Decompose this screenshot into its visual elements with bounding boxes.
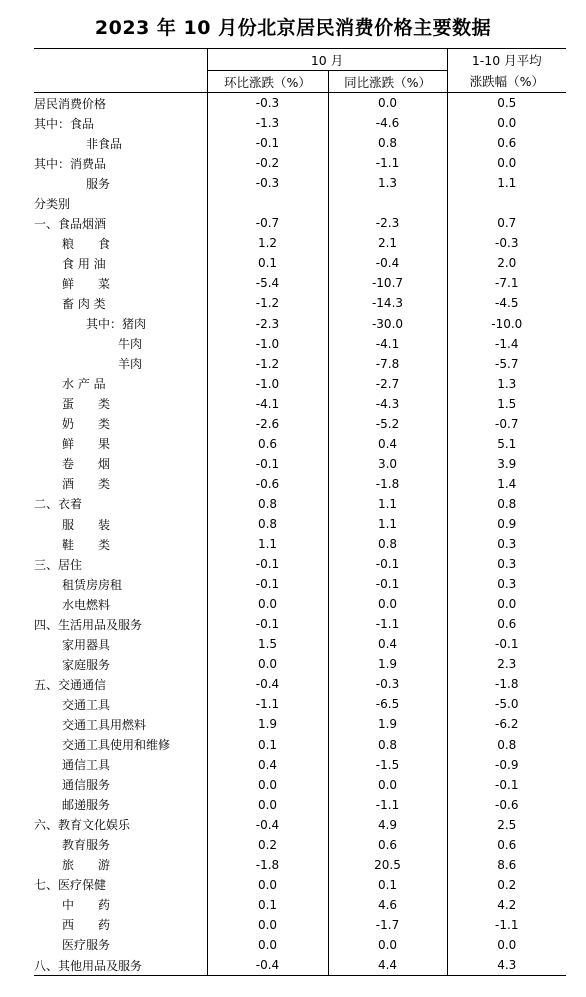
mom-value: 1.5: [207, 634, 328, 654]
table-row: [34, 334, 566, 354]
table-row: [34, 735, 566, 755]
table-row: [34, 173, 566, 193]
avg-value: 0.6: [447, 835, 566, 855]
yoy-value: 0.4: [328, 434, 447, 454]
table-row: [34, 253, 566, 273]
row-label: 鞋 类: [62, 537, 111, 552]
avg-value: 3.9: [447, 454, 566, 474]
table-row: [34, 133, 566, 153]
row-label: 卷 烟: [62, 457, 111, 472]
mom-value: -0.1: [207, 614, 328, 634]
avg-value: 0.0: [447, 935, 566, 955]
row-label: 六、教育文化娱乐: [34, 818, 131, 833]
mom-value: -1.0: [207, 334, 328, 354]
row-label: 交通工具: [62, 697, 111, 712]
table-row: [34, 374, 566, 394]
yoy-value: -1.1: [328, 153, 447, 173]
avg-value: 0.5: [447, 93, 566, 114]
header-mom: 环比涨跌（%）: [207, 71, 328, 93]
table-row: [34, 534, 566, 554]
mom-value: 0.0: [207, 795, 328, 815]
yoy-value: -0.1: [328, 554, 447, 574]
row-label: 鲜 菜: [62, 276, 111, 291]
row-label: 水 产 品: [62, 377, 106, 392]
table-row: [34, 273, 566, 293]
avg-value: 0.0: [447, 594, 566, 614]
row-label: 通信服务: [62, 778, 111, 793]
avg-value: 0.8: [447, 494, 566, 514]
row-label: 鲜 果: [62, 437, 111, 452]
mom-value: -1.2: [207, 293, 328, 313]
row-label: 西 药: [62, 918, 111, 933]
row-label: 其中：猪肉: [86, 317, 147, 332]
avg-value: 8.6: [447, 855, 566, 875]
row-label: 家庭服务: [62, 657, 111, 672]
table-row: [34, 93, 566, 114]
mom-value: -0.4: [207, 815, 328, 835]
yoy-value: 0.8: [328, 133, 447, 153]
mom-value: 0.0: [207, 915, 328, 935]
table-row: [34, 153, 566, 173]
avg-value: 4.3: [447, 955, 566, 976]
table-row: [34, 354, 566, 374]
yoy-value: -2.7: [328, 374, 447, 394]
avg-value: 2.0: [447, 253, 566, 273]
avg-value: 1.3: [447, 374, 566, 394]
yoy-value: [328, 193, 447, 213]
avg-value: -0.3: [447, 233, 566, 253]
row-label: 租赁房房租: [62, 577, 123, 592]
yoy-value: -2.3: [328, 213, 447, 233]
avg-value: -1.8: [447, 674, 566, 694]
yoy-value: 0.0: [328, 775, 447, 795]
table-row: [34, 594, 566, 614]
yoy-value: -0.1: [328, 574, 447, 594]
row-label: 四、生活用品及服务: [34, 617, 143, 632]
row-label: 八、其他用品及服务: [34, 955, 207, 976]
yoy-value: 4.9: [328, 815, 447, 835]
row-label: 邮递服务: [62, 798, 111, 813]
yoy-value: 1.9: [328, 654, 447, 674]
avg-value: -0.1: [447, 775, 566, 795]
avg-value: [447, 193, 566, 213]
yoy-value: 1.1: [328, 514, 447, 534]
avg-value: -4.5: [447, 293, 566, 313]
mom-value: -0.1: [207, 574, 328, 594]
yoy-value: 4.6: [328, 895, 447, 915]
row-label: 家用器具: [62, 637, 111, 652]
row-label: 服务: [86, 176, 111, 191]
table-row: [34, 775, 566, 795]
avg-value: -5.0: [447, 694, 566, 714]
mom-value: -0.1: [207, 554, 328, 574]
header-avg-group: 1-10 月平均: [447, 49, 566, 71]
table-row: [34, 394, 566, 414]
avg-value: 0.0: [447, 113, 566, 133]
yoy-value: -30.0: [328, 314, 447, 334]
yoy-value: -4.3: [328, 394, 447, 414]
table-row: [34, 694, 566, 714]
mom-value: 1.1: [207, 534, 328, 554]
row-label: 通信工具: [62, 758, 111, 773]
page-title: 2023 年 10 月份北京居民消费价格主要数据: [94, 17, 492, 39]
avg-value: 0.6: [447, 133, 566, 153]
row-label: 一、食品烟酒: [34, 216, 107, 231]
yoy-value: -0.3: [328, 674, 447, 694]
yoy-value: -1.1: [328, 614, 447, 634]
table-row: [34, 634, 566, 654]
mom-value: 0.4: [207, 755, 328, 775]
avg-value: -0.1: [447, 634, 566, 654]
table-row: [34, 474, 566, 494]
row-label: 食 用 油: [62, 256, 106, 271]
mom-value: 0.1: [207, 253, 328, 273]
yoy-value: -4.1: [328, 334, 447, 354]
mom-value: -5.4: [207, 273, 328, 293]
avg-value: 0.8: [447, 735, 566, 755]
table-row: [34, 815, 566, 835]
table-row: [34, 233, 566, 253]
yoy-value: -0.4: [328, 253, 447, 273]
yoy-value: 1.9: [328, 714, 447, 734]
avg-value: 1.5: [447, 394, 566, 414]
header-blank-2: [34, 71, 207, 93]
avg-value: 4.2: [447, 895, 566, 915]
header-month-group: 10 月: [207, 49, 447, 71]
table-row: [34, 895, 566, 915]
mom-value: -2.6: [207, 414, 328, 434]
table-row: [34, 314, 566, 334]
table-row: [34, 714, 566, 734]
row-label: 奶 类: [62, 417, 111, 432]
avg-value: -0.7: [447, 414, 566, 434]
yoy-value: 2.1: [328, 233, 447, 253]
mom-value: -0.4: [207, 674, 328, 694]
avg-value: 1.1: [447, 173, 566, 193]
yoy-value: -7.8: [328, 354, 447, 374]
avg-value: -10.0: [447, 314, 566, 334]
yoy-value: 0.0: [328, 935, 447, 955]
row-label: 交通工具使用和维修: [62, 738, 171, 753]
table-row: [34, 855, 566, 875]
row-label: 畜 肉 类: [62, 296, 106, 311]
mom-value: 0.6: [207, 434, 328, 454]
mom-value: 0.0: [207, 875, 328, 895]
table-row: [34, 875, 566, 895]
mom-value: 0.0: [207, 775, 328, 795]
avg-value: -0.6: [447, 795, 566, 815]
mom-value: -0.3: [207, 173, 328, 193]
mom-value: 1.2: [207, 233, 328, 253]
mom-value: -1.3: [207, 113, 328, 133]
table-row: [34, 494, 566, 514]
mom-value: -1.2: [207, 354, 328, 374]
avg-value: 1.4: [447, 474, 566, 494]
avg-value: 0.2: [447, 875, 566, 895]
avg-value: -1.1: [447, 915, 566, 935]
mom-value: 0.1: [207, 895, 328, 915]
row-label: 三、居住: [34, 557, 83, 572]
yoy-value: 0.8: [328, 735, 447, 755]
avg-value: -6.2: [447, 714, 566, 734]
row-label: 五、交通通信: [34, 677, 107, 692]
yoy-value: -1.7: [328, 915, 447, 935]
avg-value: 0.9: [447, 514, 566, 534]
yoy-value: 1.3: [328, 173, 447, 193]
table-row: [34, 835, 566, 855]
table-row: [34, 935, 566, 955]
yoy-value: 0.0: [328, 93, 447, 114]
row-label: 粮 食: [62, 236, 111, 251]
yoy-value: -1.5: [328, 755, 447, 775]
yoy-value: -10.7: [328, 273, 447, 293]
table-row: [34, 654, 566, 674]
table-row: [34, 454, 566, 474]
row-label: 其中：消费品: [34, 156, 107, 171]
row-label: 非食品: [86, 136, 123, 151]
table-row: [34, 915, 566, 935]
header-yoy: 同比涨跌（%）: [328, 71, 447, 93]
table-row: [34, 574, 566, 594]
yoy-value: 0.1: [328, 875, 447, 895]
yoy-value: 20.5: [328, 855, 447, 875]
mom-value: -1.8: [207, 855, 328, 875]
avg-value: 0.6: [447, 614, 566, 634]
row-label: 中 药: [62, 898, 111, 913]
table-row: [34, 514, 566, 534]
header-avg: 涨跌幅（%）: [447, 71, 566, 93]
mom-value: 0.8: [207, 514, 328, 534]
mom-value: -0.4: [207, 955, 328, 976]
row-label: 分类别: [34, 196, 71, 211]
row-label: 蛋 类: [62, 397, 111, 412]
avg-value: -0.9: [447, 755, 566, 775]
yoy-value: 4.4: [328, 955, 447, 976]
mom-value: -0.7: [207, 213, 328, 233]
row-label: 教育服务: [62, 838, 111, 853]
row-label: 七、医疗保健: [34, 878, 107, 893]
table-row: [34, 755, 566, 775]
avg-value: -7.1: [447, 273, 566, 293]
mom-value: 1.9: [207, 714, 328, 734]
header-blank: [34, 49, 207, 71]
row-label: 旅 游: [62, 858, 111, 873]
mom-value: 0.8: [207, 494, 328, 514]
avg-value: -5.7: [447, 354, 566, 374]
mom-value: 0.0: [207, 935, 328, 955]
row-label: 酒 类: [62, 477, 111, 492]
yoy-value: -14.3: [328, 293, 447, 313]
table-row: [34, 795, 566, 815]
yoy-value: 3.0: [328, 454, 447, 474]
avg-value: 5.1: [447, 434, 566, 454]
yoy-value: -4.6: [328, 113, 447, 133]
row-label: 二、衣着: [34, 497, 83, 512]
avg-value: 0.0: [447, 153, 566, 173]
row-label: 交通工具用燃料: [62, 717, 147, 732]
cpi-table: [34, 48, 566, 976]
table-row: [34, 614, 566, 634]
avg-value: 0.3: [447, 554, 566, 574]
row-label: 水电燃料: [62, 597, 111, 612]
mom-value: -0.2: [207, 153, 328, 173]
mom-value: 0.2: [207, 835, 328, 855]
yoy-value: 0.8: [328, 534, 447, 554]
table-row: [34, 434, 566, 454]
mom-value: 0.0: [207, 654, 328, 674]
table-row: [34, 955, 566, 976]
mom-value: 0.0: [207, 594, 328, 614]
row-label: 医疗服务: [62, 938, 111, 953]
yoy-value: 0.4: [328, 634, 447, 654]
avg-value: 2.5: [447, 815, 566, 835]
yoy-value: -1.1: [328, 795, 447, 815]
mom-value: 0.1: [207, 735, 328, 755]
table-row: [34, 554, 566, 574]
yoy-value: 0.0: [328, 594, 447, 614]
avg-value: 0.7: [447, 213, 566, 233]
yoy-value: 1.1: [328, 494, 447, 514]
table-row: [34, 293, 566, 313]
mom-value: -0.1: [207, 133, 328, 153]
mom-value: -0.1: [207, 454, 328, 474]
table-row: [34, 113, 566, 133]
mom-value: -1.1: [207, 694, 328, 714]
row-label: 居民消费价格: [34, 96, 107, 111]
mom-value: -0.3: [207, 93, 328, 114]
mom-value: -0.6: [207, 474, 328, 494]
mom-value: [207, 193, 328, 213]
table-row: [34, 674, 566, 694]
mom-value: -1.0: [207, 374, 328, 394]
table-row: [34, 414, 566, 434]
avg-value: 0.3: [447, 534, 566, 554]
mom-value: -4.1: [207, 394, 328, 414]
row-label: 其中：食品: [34, 116, 95, 131]
yoy-value: -1.8: [328, 474, 447, 494]
avg-value: 2.3: [447, 654, 566, 674]
table-row: [34, 213, 566, 233]
yoy-value: -5.2: [328, 414, 447, 434]
row-label: 服 装: [62, 517, 111, 532]
avg-value: -1.4: [447, 334, 566, 354]
yoy-value: -6.5: [328, 694, 447, 714]
yoy-value: 0.6: [328, 835, 447, 855]
row-label: 羊肉: [118, 357, 143, 372]
avg-value: 0.3: [447, 574, 566, 594]
mom-value: -2.3: [207, 314, 328, 334]
table-row: [34, 193, 566, 213]
row-label: 牛肉: [118, 337, 143, 352]
table-body: [34, 93, 566, 976]
